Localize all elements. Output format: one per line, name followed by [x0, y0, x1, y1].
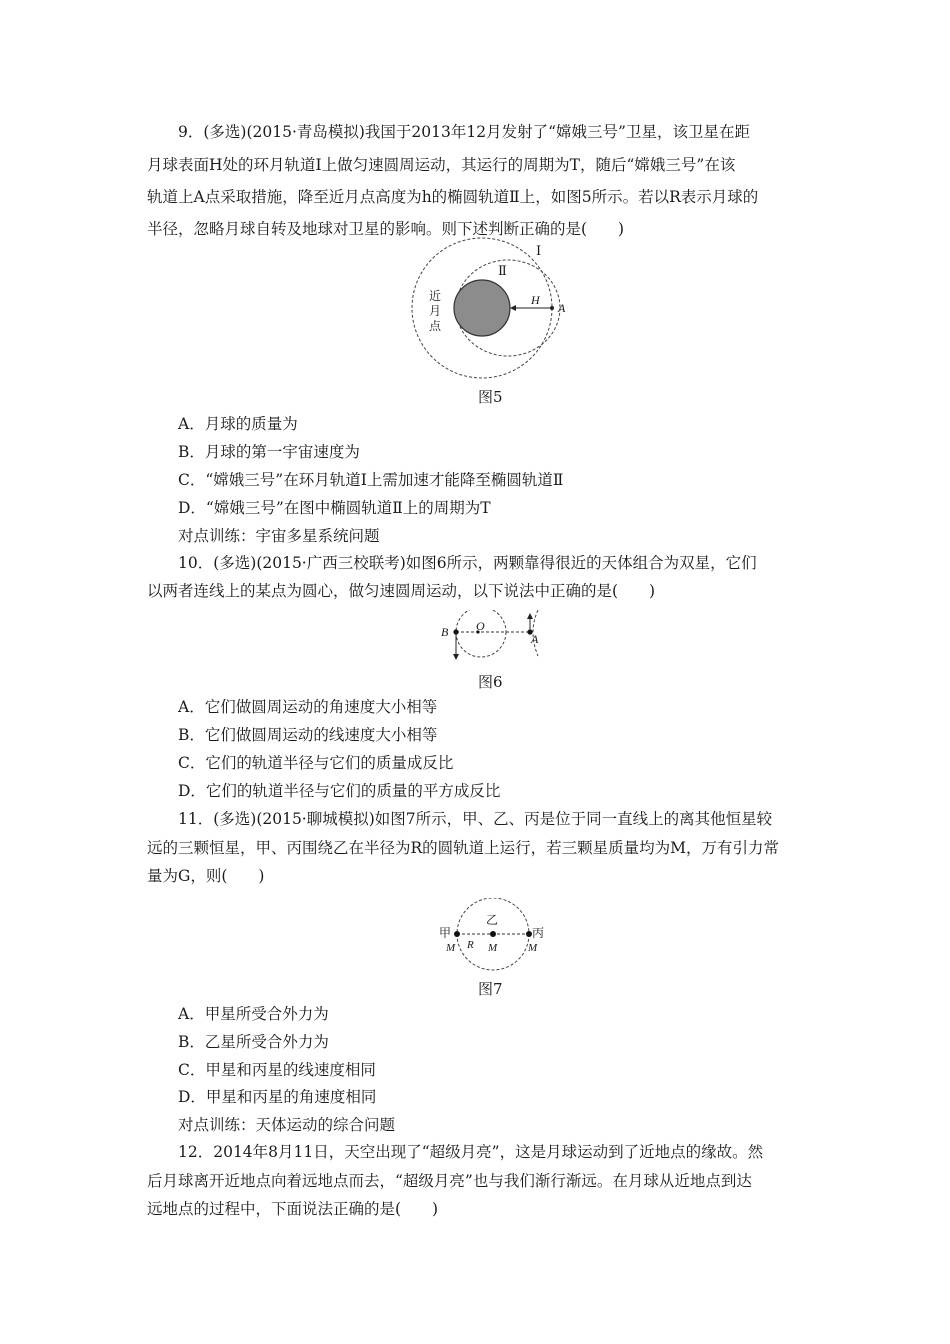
- perilune-label-1: 近: [429, 289, 442, 303]
- height-h-label: H: [531, 293, 540, 307]
- q12-line-1: 12．2014年8月11日，天空出现了“超级月亮”，这是月球运动到了近地点的缘故。然: [178, 1143, 764, 1161]
- radius-r-label: R: [467, 939, 474, 951]
- perilune-label-2: 月: [429, 304, 442, 318]
- orbit-1-label: Ⅰ: [536, 243, 542, 258]
- center-o-label: O: [476, 619, 485, 633]
- binary-orbit-circle: [456, 610, 506, 657]
- q9-line-4: 半径，忽略月球自转及地球对卫星的影响。则下述判断正确的是( ): [147, 220, 625, 238]
- q12-line-3: 远地点的过程中，下面说法正确的是( ): [147, 1200, 439, 1218]
- q10-line-2: 以两者连线上的某点为圆心，做匀速圆周运动，以下说法中正确的是( ): [147, 582, 656, 600]
- q11-option-a: A．甲星所受合外力为: [178, 1005, 329, 1023]
- section-heading-multistar: 对点训练：宇宙多星系统问题: [178, 527, 380, 545]
- star-yi-label: 乙: [486, 913, 499, 927]
- q9-line-1: 9．(多选)(2015·青岛模拟)我国于2013年12月发射了“嫦娥三号”卫星，该卫星在距: [178, 123, 750, 141]
- q10-option-a: A．它们做圆周运动的角速度大小相等: [178, 698, 438, 716]
- figure-7-triple-star: [435, 898, 550, 972]
- figure-5-orbits: [405, 236, 585, 386]
- q11-option-c: C．甲星和丙星的线速度相同: [178, 1061, 376, 1079]
- figure-5-caption: 图5: [478, 388, 503, 406]
- section-heading-comprehensive: 对点训练：天体运动的综合问题: [178, 1116, 396, 1134]
- moon-circle: [454, 280, 510, 336]
- q9-line-3: 轨道上A点采取措施，降至近月点高度为h的椭圆轨道Ⅱ上，如图5所示。若以R表示月球的: [147, 188, 759, 206]
- q10-line-1: 10．(多选)(2015·广西三校联考)如图6所示，两颗靠得很近的天体组合为双星，它们: [178, 554, 757, 572]
- figure-7-caption: 图7: [478, 980, 503, 998]
- velocity-b-arrowhead: [453, 654, 459, 660]
- q10-option-b: B．它们做圆周运动的线速度大小相等: [178, 726, 438, 744]
- point-a-dot: [550, 306, 554, 310]
- mass-m-right-label: M: [528, 942, 538, 954]
- q11-line-2: 远的三颗恒星，甲、丙围绕乙在半径为R的圆轨道上运行，若三颗星质量均为M，万有引力常: [147, 839, 780, 857]
- q9-option-d: D．“嫦娥三号”在图中椭圆轨道Ⅱ上的周期为T: [178, 499, 491, 517]
- q9-option-b: B．月球的第一宇宙速度为: [178, 443, 360, 461]
- star-b-label: B: [441, 625, 449, 639]
- q10-option-d: D．它们的轨道半径与它们的质量的平方成反比: [178, 782, 501, 800]
- star-yi-dot: [490, 931, 496, 937]
- q9-option-c: C．“嫦娥三号”在环月轨道Ⅰ上需加速才能降至椭圆轨道Ⅱ: [178, 471, 564, 489]
- q11-line-1: 11．(多选)(2015·聊城模拟)如图7所示，甲、乙、丙是位于同一直线上的离其他恒星较: [178, 810, 773, 828]
- q9-option-a: A．月球的质量为: [178, 415, 298, 433]
- q11-option-d: D．甲星和丙星的角速度相同: [178, 1088, 377, 1106]
- figure-6-binary-star: [438, 610, 548, 666]
- figure-6-caption: 图6: [478, 673, 503, 691]
- perilune-label-3: 点: [429, 319, 442, 333]
- q11-line-3: 量为G，则( ): [147, 867, 265, 885]
- mass-m-left-label: M: [446, 942, 456, 954]
- mass-m-mid-label: M: [488, 942, 498, 954]
- star-jia-dot: [454, 931, 460, 937]
- q10-option-c: C．它们的轨道半径与它们的质量成反比: [178, 754, 454, 772]
- q9-line-2: 月球表面H处的环月轨道Ⅰ上做匀速圆周运动，其运行的周期为T，随后“嫦娥三号”在该: [147, 156, 736, 174]
- star-a-label: A: [531, 632, 539, 646]
- star-bing-label: 丙: [532, 926, 545, 940]
- orbit-2-label: Ⅱ: [498, 263, 507, 278]
- point-a-label: A: [558, 301, 566, 315]
- h-arrow-head: [510, 305, 516, 311]
- q11-option-b: B．乙星所受合外力为: [178, 1033, 329, 1051]
- q12-line-2: 后月球离开近地点向着远地点而去，“超级月亮”也与我们渐行渐远。在月球从近地点到达: [147, 1172, 752, 1190]
- star-jia-label: 甲: [439, 926, 452, 940]
- velocity-a-arrowhead: [527, 613, 533, 619]
